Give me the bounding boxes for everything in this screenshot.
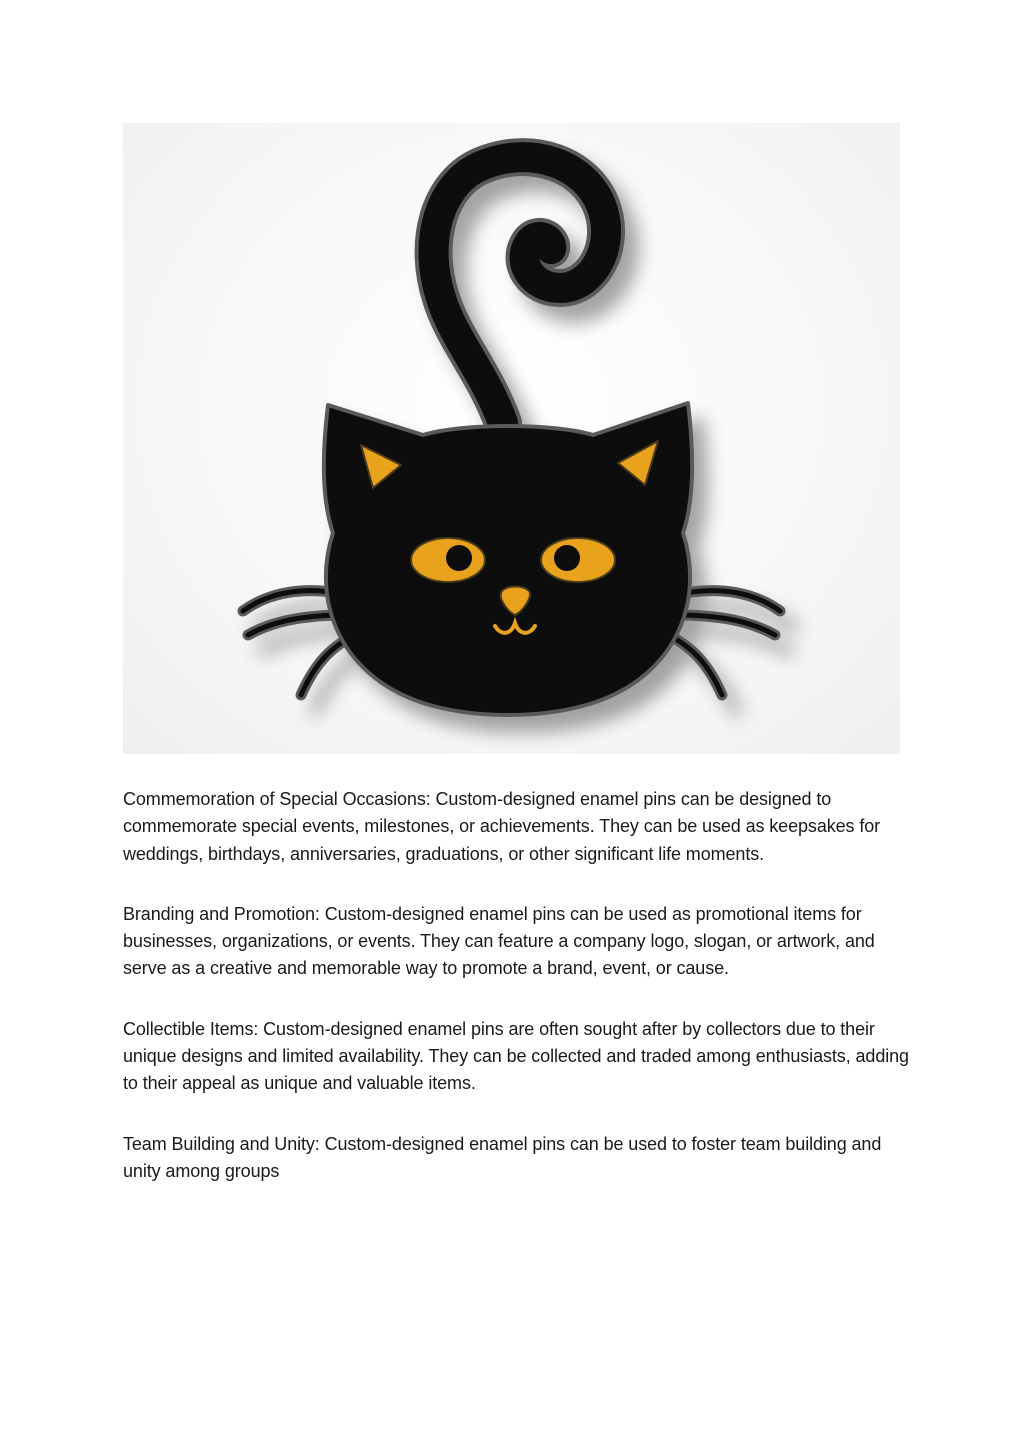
- paragraph-branding: Branding and Promotion: Custom-designed enamel pins can be used as promotional items for businesses, organizations, or events. They can feature a company logo, slogan, or artwork, and serve as a creative and memorable way to promote a brand, event, or cause.: [123, 903, 875, 979]
- right-eye: [541, 529, 615, 582]
- cat-head: [324, 403, 692, 715]
- paragraph-collectible: Collectible Items: Custom-designed enamel pins are often sought after by collectors due to their unique designs and limited availability. They can be collected and traded among enthusiasts, adding to their appeal as unique and valuable items.: [123, 1018, 909, 1094]
- article-body: [123, 786, 913, 1218]
- paragraph-commemoration: Commemoration of Special Occasions: Custom-designed enamel pins can be designed to commemorate special events, milestones, or achievements. They can be used as keepsakes for weddings, birthdays, anniversaries, graduations, or other significant life moments.: [123, 789, 881, 864]
- cat-pin-illustration: [123, 123, 900, 754]
- left-eye: [411, 529, 485, 582]
- paragraph-team-building: Team Building and Unity: Custom-designed enamel pins can be used to foster team building and unity among groups: [123, 1133, 882, 1181]
- cat-pin-image: [123, 123, 900, 754]
- cat-pin: [243, 157, 780, 715]
